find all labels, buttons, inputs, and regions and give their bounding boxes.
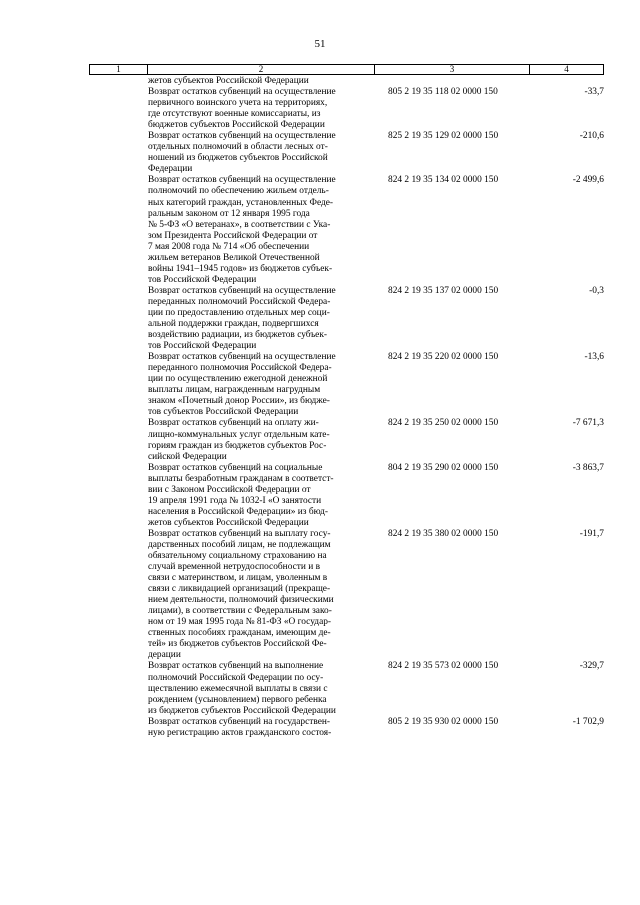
table-row (0, 661, 640, 716)
row-description: Возврат остатков субвенций на оплату жи- лищно-коммунальных услуг отдельным кате- гориям граждан из бюджетов субъектов Рос- сийской Федерации (148, 418, 330, 462)
table-body (0, 76, 640, 739)
row-amount: -210,6 (579, 131, 604, 142)
row-code: 805 2 19 35 930 02 0000 150 (388, 716, 499, 727)
row-amount: -0,3 (589, 285, 604, 296)
page-number: 51 (314, 38, 326, 50)
table-row (0, 352, 640, 418)
column-header-2: 2 (148, 65, 375, 74)
row-description: Возврат остатков субвенций на осуществление полномочий по обеспечению жильем отдель- ных категорий граждан, установленных Феде- ральным законом от 12 января 1995 года № 5-ФЗ «О ветеранах», в соответствии с Ука- зом Президента Российской Федерации от 7 мая 2008 года № 714 «Об обеспечении жильем ветеранов Великой Отечественной войны 1941–1945 годов» из бюджетов субъек- тов Российской Федерации (148, 175, 336, 285)
row-amount: -1 702,9 (572, 716, 604, 727)
table-row (0, 87, 640, 131)
column-header-1: 1 (90, 65, 148, 74)
row-description: Возврат остатков субвенций на выполнение полномочий Российской Федерации по осу- ществлению ежемесячной выплаты в связи с рождением (усыновлением) первого ребенка из бюджетов субъектов Российской Федерации (148, 661, 336, 716)
table-row (0, 76, 640, 87)
table-row (0, 286, 640, 352)
row-code: 824 2 19 35 573 02 0000 150 (388, 661, 499, 672)
row-code: 825 2 19 35 129 02 0000 150 (388, 131, 499, 142)
row-amount: -3 863,7 (572, 462, 604, 473)
row-description: Возврат остатков субвенций на осуществление переданного полномочия Российской Федера- ции по осуществлению ежегодной денежной выплаты лицам, награжденным нагрудным знаком «Почетный донор России», из бюдже- тов субъектов Российской Федерации (148, 352, 336, 418)
table-row (0, 175, 640, 285)
table-row (0, 131, 640, 175)
row-amount: -33,7 (584, 87, 604, 98)
row-code: 824 2 19 35 137 02 0000 150 (388, 285, 499, 296)
row-description: Возврат остатков субвенций на выплату госу- дарственных пособий лицам, не подлежащим обязательному социальному страхованию на случай временной нетрудоспособности и в связи с материнством, и лицам, уволенным в связи с ликвидацией организаций (прекраще- нием деятельности, полномочий физическими лицами), в соответствии с Федеральным зако- ном от 19 мая 1995 года № 81-ФЗ «О государ- ственных пособиях гражданам, имеющим де- тей» из бюджетов субъектов Российской Фе- дерации (148, 528, 334, 661)
row-description: Возврат остатков субвенций на осуществление отдельных полномочий в области лесных от- ношений из бюджетов субъектов Российской Федерации (148, 131, 336, 175)
row-description: Возврат остатков субвенций на осуществление переданных полномочий Российской Федера- ции по предоставлению отдельных мер соци- альной поддержки граждан, подвергшихся воздействию радиации, из бюджетов субъек- тов Российской Федерации (148, 285, 336, 352)
row-code: 824 2 19 35 380 02 0000 150 (388, 528, 499, 539)
column-header-4: 4 (564, 64, 569, 74)
row-description: Возврат остатков субвенций на государствен- ную регистрацию актов гражданского состоя- (148, 716, 332, 738)
row-amount: -7 671,3 (572, 418, 604, 429)
row-amount: -2 499,6 (572, 175, 604, 186)
column-header-3: 3 (375, 65, 530, 74)
row-code: 805 2 19 35 118 02 0000 150 (388, 87, 498, 98)
row-code: 804 2 19 35 290 02 0000 150 (388, 462, 499, 473)
row-amount: -329,7 (579, 661, 604, 672)
table-header (89, 64, 604, 75)
row-description: Возврат остатков субвенций на социальные выплаты безработным гражданам в соответст- вии с Законом Российской Федерации от 19 апреля 1991 года № 1032-I «О занятости населения в Российской Федерации» из бюд- жетов субъектов Российской Федерации (148, 462, 334, 528)
row-amount: -13,6 (584, 352, 604, 363)
table-row (0, 418, 640, 462)
row-description: жетов субъектов Российской Федерации (148, 76, 309, 86)
row-code: 824 2 19 35 220 02 0000 150 (388, 352, 499, 363)
row-code: 824 2 19 35 250 02 0000 150 (388, 418, 499, 429)
table-row (0, 463, 640, 529)
table-row (0, 717, 640, 739)
table-row (0, 529, 640, 662)
row-amount: -191,7 (579, 528, 604, 539)
row-description: Возврат остатков субвенций на осуществление первичного воинского учета на территориях, где отсутствуют военные комиссариаты, из бюджетов субъектов Российской Федерации (148, 87, 336, 131)
row-code: 824 2 19 35 134 02 0000 150 (388, 175, 499, 186)
